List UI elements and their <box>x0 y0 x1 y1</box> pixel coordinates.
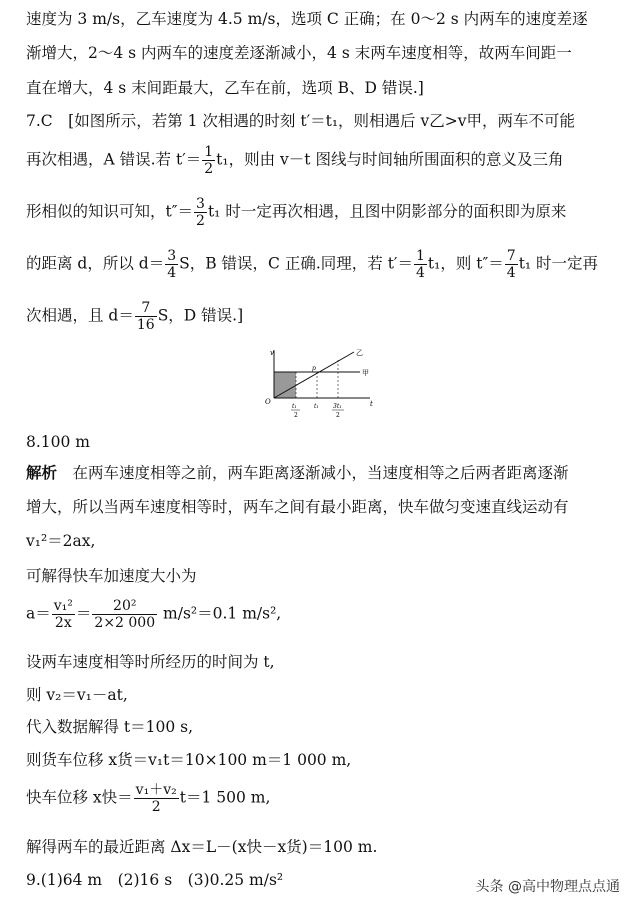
q8-line-7: 则 v₂＝v₁－at, <box>26 686 128 704</box>
q8-text: 快车位移 x快＝ <box>26 788 133 807</box>
q7-line-3 <box>26 196 626 229</box>
fraction-den: 16 <box>136 317 155 333</box>
fraction-num: 20² <box>113 598 137 614</box>
origin-label: O <box>265 398 271 406</box>
q7-text: 次相遇，且 d＝ <box>26 306 134 325</box>
fraction-num: 7 <box>506 248 516 264</box>
fraction-den: 2x <box>52 614 75 631</box>
q8-line-1 <box>26 462 626 484</box>
shaded-area <box>274 372 296 398</box>
fraction-num: 1 <box>415 248 425 264</box>
text-line: 直在增大，4 s 末间距最大，乙车在前，选项 B、D 错误.] <box>26 79 424 97</box>
fraction-den: 2 <box>134 798 179 815</box>
q7-line-5 <box>26 300 626 333</box>
q8-text: 在两车速度相等之前，两车距离逐渐减小，当速度相等之后两者距离逐渐 <box>57 464 569 482</box>
q7-text: 的距离 d，所以 d＝ <box>26 254 165 273</box>
fraction-num: 3 <box>167 248 177 264</box>
fraction <box>202 144 215 177</box>
fraction-num: v₁＋v₂ <box>135 782 177 798</box>
q8-line-11: 解得两车的最近距离 Δx＝L－(x快－x货)＝100 m. <box>26 838 378 856</box>
jiexi-label: 解析 <box>26 463 58 482</box>
q7-text: t₁ 时一定再次相遇，且图中阴影部分的面积即为原来 <box>207 202 567 221</box>
fraction <box>52 598 75 631</box>
fraction <box>92 598 157 631</box>
q8-text: ＝ <box>75 604 92 623</box>
q7-line-4 <box>26 248 626 281</box>
q8-text: a＝ <box>26 604 51 623</box>
fraction <box>414 248 427 281</box>
q8-line-10 <box>26 782 626 815</box>
watermark: 头条 @高中物理点点通 <box>470 874 626 898</box>
q8-text: m/s²＝0.1 m/s², <box>158 604 282 623</box>
text-line: 渐增大，2～4 s 内两车的速度差逐渐减小，4 s 末两车速度相等，故两车间距一 <box>26 44 572 62</box>
q8-line-8: 代入数据解得 t＝100 s, <box>26 718 194 736</box>
fraction-num: 7 <box>141 300 151 316</box>
q7-text: t₁ 时一定再 <box>518 254 599 273</box>
t-label: t <box>370 400 373 408</box>
yi-label: 乙 <box>356 349 363 357</box>
fraction <box>135 300 157 333</box>
q7-text: 再次相遇，A 错误.若 t′＝ <box>26 150 202 169</box>
q8-line-3: v₁²＝2ax, <box>26 532 96 550</box>
fraction-den: 4 <box>415 265 425 281</box>
q8-line-5 <box>26 598 626 631</box>
vt-graph-figure <box>262 346 378 422</box>
fraction <box>505 248 518 281</box>
q7-line-2 <box>26 144 626 177</box>
q7-text: t₁，则由 v－t 图线与时间轴所围面积的意义及三角 <box>216 150 564 169</box>
tick2: t₁ <box>314 403 319 410</box>
q7-text: S，D 错误.] <box>157 306 244 325</box>
fraction-den: 4 <box>167 265 177 281</box>
fraction-num: 3 <box>196 196 205 212</box>
fraction-den: 2×2 000 <box>94 615 156 631</box>
tick3-num: 3t₁ <box>333 403 342 410</box>
v-label: v <box>270 349 274 357</box>
q8-text: t＝1 500 m, <box>179 788 271 807</box>
fraction-den: 4 <box>506 265 516 281</box>
p-label: p <box>312 365 316 372</box>
q7-text: S，B 错误，C 正确.同理，若 t′＝ <box>179 254 413 273</box>
fraction <box>194 196 207 229</box>
q7-text: t₁，则 t″＝ <box>427 254 504 273</box>
fraction-den: 2 <box>204 161 214 177</box>
q7-text: 形相似的知识可知，t″＝ <box>26 202 194 221</box>
q8-line-4: 可解得快车加速度大小为 <box>26 567 197 585</box>
q8-title: 8.100 m <box>26 433 90 451</box>
q8-line-6: 设两车速度相等时所经历的时间为 t, <box>26 653 275 671</box>
q9-answer: 9.(1)64 m (2)16 s (3)0.25 m/s² <box>26 871 284 889</box>
fraction <box>134 782 179 815</box>
text-line: 速度为 3 m/s，乙车速度为 4.5 m/s，选项 C 正确；在 0～2 s 内两车的速度差逐 <box>26 10 588 28</box>
q8-line-9: 则货车位移 x货＝v₁t＝10×100 m＝1 000 m, <box>26 751 352 769</box>
fraction-den: 2 <box>196 213 205 229</box>
fraction-num: v₁² <box>53 598 73 614</box>
fraction <box>165 248 178 281</box>
q8-line-2: 增大，所以当两车速度相等时，两车之间有最小距离，快车做匀变速直线运动有 <box>26 498 569 516</box>
q7-line-1: 7.C [如图所示，若第 1 次相遇的时刻 t′＝t₁，则相遇后 v乙>v甲，两车不可能 <box>26 112 575 130</box>
tick3-den: 2 <box>336 412 340 419</box>
jia-label: 甲 <box>362 369 369 377</box>
fraction-num: 1 <box>204 144 214 160</box>
tick1-num: t₁ <box>292 403 297 410</box>
tick1-den: 2 <box>294 412 298 419</box>
